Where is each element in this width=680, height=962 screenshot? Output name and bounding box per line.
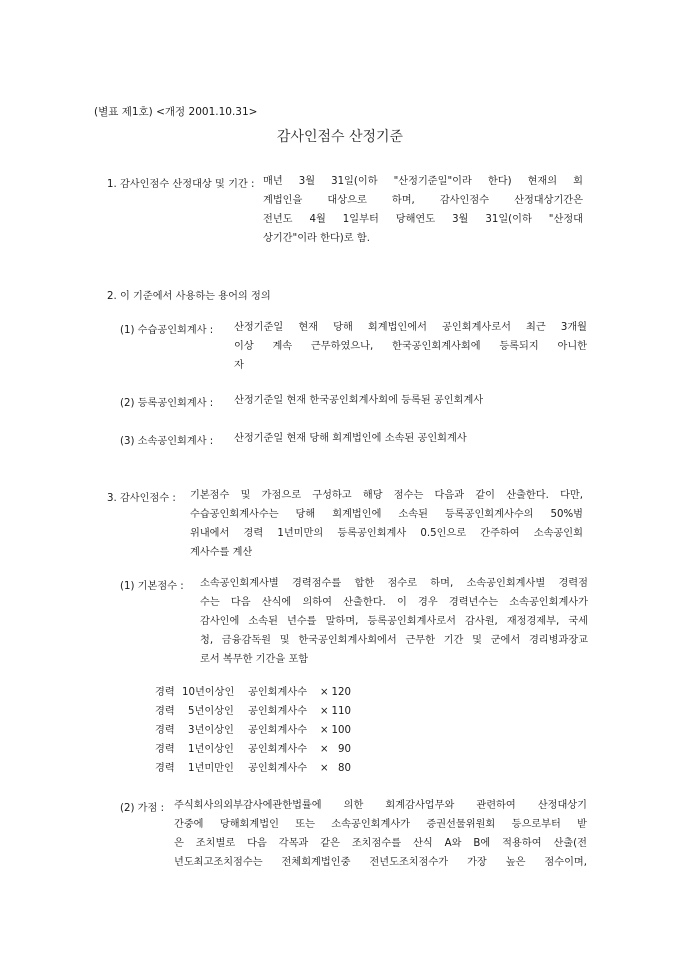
section-1-label: 1. 감사인점수 산정대상 및 기간 : (107, 179, 255, 190)
section-3-line: 계사수를 계산 (190, 547, 253, 558)
section-1-line: 계법인을 대상으로 하며, 감사인점수 산정대상기간은 (263, 195, 583, 206)
score-years: 10년이상인 (182, 687, 235, 698)
score-unit: 공인회계사수 (248, 725, 308, 736)
bonus-score-label: (2) 가점 : (120, 803, 165, 814)
term-definition: 산정기준일 현재 당해 회계법인에 소속된 공인회계사 (234, 433, 467, 444)
score-career: 경력 (155, 725, 175, 736)
basic-score-line: 로서 복무한 기간을 포함 (200, 654, 309, 665)
score-points: 100 (331, 725, 351, 736)
section-2-heading: 2. 이 기준에서 사용하는 용어의 정의 (107, 291, 271, 302)
section-1-line: 매년 3월 31일(이하 "산정기준일"이라 한다) 현재의 회 (263, 176, 583, 187)
score-multiply: × (320, 687, 329, 698)
section-3-line: 위내에서 경력 1년미만의 등록공인회계사 0.5인으로 간주하여 소속공인회 (190, 528, 583, 539)
score-years: 3년이상인 (188, 725, 234, 736)
term-definition: 이상 계속 근무하였으나, 한국공인회계사회에 등록되지 아니한 (234, 341, 587, 352)
score-unit: 공인회계사수 (248, 706, 308, 717)
term-definition: 산정기준일 현재 한국공인회계사회에 등록된 공인회계사 (234, 395, 484, 406)
basic-score-line: 수는 다음 산식에 의하여 산출한다. 이 경우 경력년수는 소속공인회계사가 (200, 597, 588, 608)
score-points: 110 (331, 706, 351, 717)
section-1-line: 상기간"이라 한다)로 함. (263, 233, 370, 244)
bonus-score-line: 간중에 당해회계법인 또는 소속공인회계사가 증권선물위원회 등으로부터 받 (174, 819, 587, 830)
basic-score-line: 감사인에 소속된 년수를 말하며, 등록공인회계사로서 감사원, 재정경제부, 국세 (200, 616, 588, 627)
term-label: (2) 등록공인회계사 : (120, 398, 214, 409)
bonus-score-line: 주식회사의외부감사에관한법률에 의한 회계감사업무와 관련하여 산정대상기 (174, 800, 587, 811)
score-points: 80 (338, 763, 351, 774)
score-unit: 공인회계사수 (248, 687, 308, 698)
basic-score-label: (1) 기본점수 : (120, 581, 184, 592)
annex-label: (별표 제1호) <개정 2001.10.31> (94, 106, 258, 118)
score-multiply: × (320, 725, 329, 736)
score-career: 경력 (155, 763, 175, 774)
section-3-label: 3. 감사인점수 : (107, 493, 176, 504)
section-3-line: 수습공인회계사수는 당해 회계법인에 소속된 등록공인회계사수의 50%범 (190, 509, 583, 520)
score-years: 1년이상인 (188, 744, 234, 755)
bonus-score-line: 은 조치별로 다음 각목과 같은 조치점수를 산식 A와 B에 적용하여 산출(전 (174, 838, 587, 849)
bonus-score-line: 년도최고조치점수는 전체회계법인중 전년도조치점수가 가장 높은 점수이며, (174, 857, 587, 868)
score-multiply: × (320, 763, 329, 774)
term-label: (3) 소속공인회계사 : (120, 436, 214, 447)
score-unit: 공인회계사수 (248, 763, 308, 774)
page-title: 감사인점수 산정기준 (276, 129, 404, 145)
section-1-line: 전년도 4월 1일부터 당해연도 3월 31일(이하 "산정대 (263, 214, 583, 225)
term-definition: 산정기준일 현재 당해 회계법인에서 공인회계사로서 최근 3개월 (234, 322, 587, 333)
term-label: (1) 수습공인회계사 : (120, 325, 214, 336)
score-career: 경력 (155, 744, 175, 755)
score-multiply: × (320, 744, 329, 755)
term-definition: 자 (234, 360, 244, 371)
basic-score-line: 청, 금융감독원 및 한국공인회계사회에서 근무한 기간 및 군에서 경리병과장교 (200, 635, 588, 646)
score-career: 경력 (155, 706, 175, 717)
score-years: 1년미만인 (188, 763, 234, 774)
section-3-line: 기본점수 및 가점으로 구성하고 해당 점수는 다음과 같이 산출한다. 다만, (190, 490, 583, 501)
score-unit: 공인회계사수 (248, 744, 308, 755)
score-years: 5년이상인 (188, 706, 234, 717)
score-multiply: × (320, 706, 329, 717)
score-points: 120 (331, 687, 351, 698)
score-points: 90 (338, 744, 351, 755)
basic-score-line: 소속공인회계사별 경력점수를 합한 점수로 하며, 소속공인회계사별 경력점 (200, 578, 588, 589)
score-career: 경력 (155, 687, 175, 698)
